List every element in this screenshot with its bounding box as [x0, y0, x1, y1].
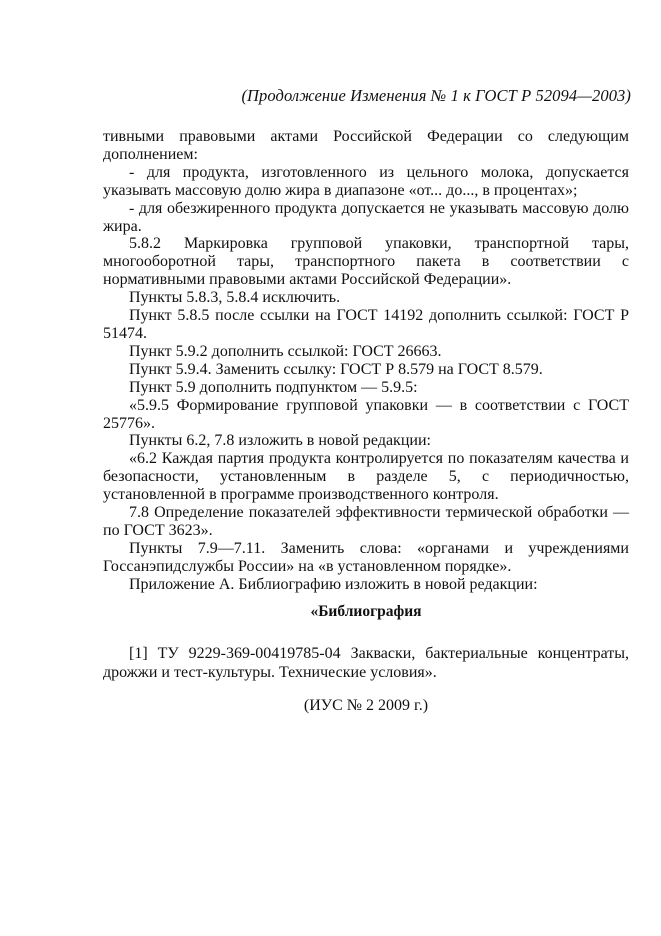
paragraph-7-9-replace-words: Пункты 7.9—7.11. Заменить слова: «органами и учреждениями Госсанэпидслужбы России» на «в установленном порядке». [103, 539, 629, 575]
paragraph-7-8-heat-treatment: 7.8 Определение показателей эффективности термической обработки — по ГОСТ 3623». [103, 504, 629, 539]
paragraph-5-8-3-exclude: Пункты 5.8.3, 5.8.4 исключить. [129, 289, 341, 307]
bibliography-title: «Библиография [310, 603, 422, 620]
paragraph-appendix-a: Приложение А. Библиографию изложить в новой редакции: [129, 575, 538, 593]
paragraph-continued-text: тивными правовыми актами Российской Федерации со следующим дополнением: [103, 128, 629, 163]
bibliography-entry: [1] ТУ 9229-369-00419785-04 Закваски, бактериальные концентраты, дрожжи и тест-культуры. Технические условия». [103, 645, 629, 681]
paragraph-5-9-addition: Пункт 5.9 дополнить подпунктом — 5.9.5: [129, 378, 418, 396]
continuation-header: (Продолжение Изменения № 1 к ГОСТ Р 52094—2003) [241, 86, 631, 105]
paragraph-5-8-2-marking: 5.8.2 Маркировка групповой упаковки, транспортной тары, многооборотной тары, транспортного пакета в соответствии с нормативными правовыми актами Российской Федерации». [103, 235, 629, 289]
paragraph-6-2-batch-control: «6.2 Каждая партия продукта контролируется по показателям качества и безопасности, установленным в разделе 5, с периодичностью, установленной в программе производственного контроля. [103, 450, 629, 504]
paragraph-5-9-4-replace: Пункт 5.9.4. Заменить ссылку: ГОСТ Р 8.579 на ГОСТ 8.579. [129, 360, 543, 378]
paragraph-5-8-5-reference: Пункт 5.8.5 после ссылки на ГОСТ 14192 дополнить ссылкой: ГОСТ Р 51474. [103, 307, 629, 342]
ius-reference: (ИУС № 2 2009 г.) [303, 697, 429, 714]
amendment-body [103, 128, 629, 594]
paragraph-5-9-5-packaging: «5.9.5 Формирование групповой упаковки — в соответствии с ГОСТ 25776». [103, 396, 629, 432]
paragraph-6-2-7-8-new-edition: Пункты 6.2, 7.8 изложить в новой редакции: [129, 432, 431, 450]
paragraph-skimmed-fat: - для обезжиренного продукта допускается не указывать массовую долю жира. [103, 199, 629, 235]
paragraph-5-9-2-reference: Пункт 5.9.2 дополнить ссылкой: ГОСТ 26663. [129, 342, 442, 360]
paragraph-whole-milk-fat: - для продукта, изготовленного из цельного молока, допускается указывать массовую долю жира в диапазоне «от... до..., в процентах»; [103, 163, 629, 199]
